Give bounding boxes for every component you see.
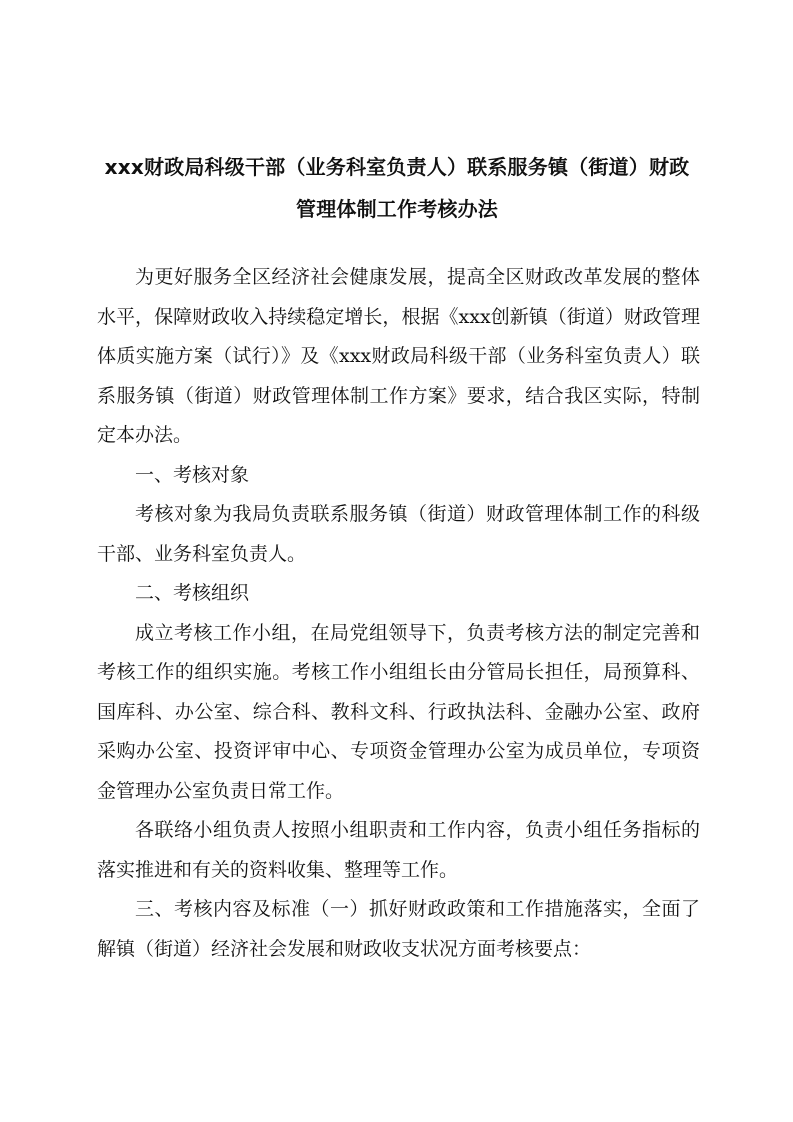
liaison-group-paragraph: 各联络小组负责人按照小组职责和工作内容，负责小组任务指标的落实推进和有关的资料收集、整理等工作。 <box>97 819 700 881</box>
title-line-1: xxx财政局科级干部（业务科室负责人）联系服务镇（街道）财政 <box>104 155 690 179</box>
assessment-content-paragraph: 三、考核内容及标准（一）抓好财政政策和工作措施落实，全面了解镇（街道）经济社会发展和财政收支状况方面考核要点： <box>97 898 700 960</box>
intro-paragraph: 为更好服务全区经济社会健康发展，提高全区财政改革发展的整体水平，保障财政收入持续稳定增长，根据《xxx创新镇（街道）财政管理体质实施方案（试行）》及《xxx财政局科级干部（业务科室负责人）联系服务镇（街道）财政管理体制工作方案》要求，结合我区实际，特制定本办法。 <box>97 266 700 446</box>
document-body <box>97 258 700 969</box>
assessment-organization-paragraph: 成立考核工作小组，在局党组领导下，负责考核方法的制定完善和考核工作的组织实施。考核工作小组组长由分管局长担任，局预算科、国库科、办公室、综合科、教科文科、行政执法科、金融办公室、政府采购办公室、投资评审中心、专项资金管理办公室为成员单位，专项资金管理办公室负责日常工作。 <box>97 621 700 802</box>
title-line-2: 管理体制工作考核办法 <box>296 197 498 221</box>
document-title <box>92 146 702 230</box>
section-heading-assessment-organization: 二、考核组织 <box>135 582 250 604</box>
section-heading-assessment-object: 一、考核对象 <box>135 463 250 486</box>
assessment-object-paragraph: 考核对象为我局负责联系服务镇（街道）财政管理体制工作的科级干部、业务科室负责人。 <box>97 503 700 565</box>
